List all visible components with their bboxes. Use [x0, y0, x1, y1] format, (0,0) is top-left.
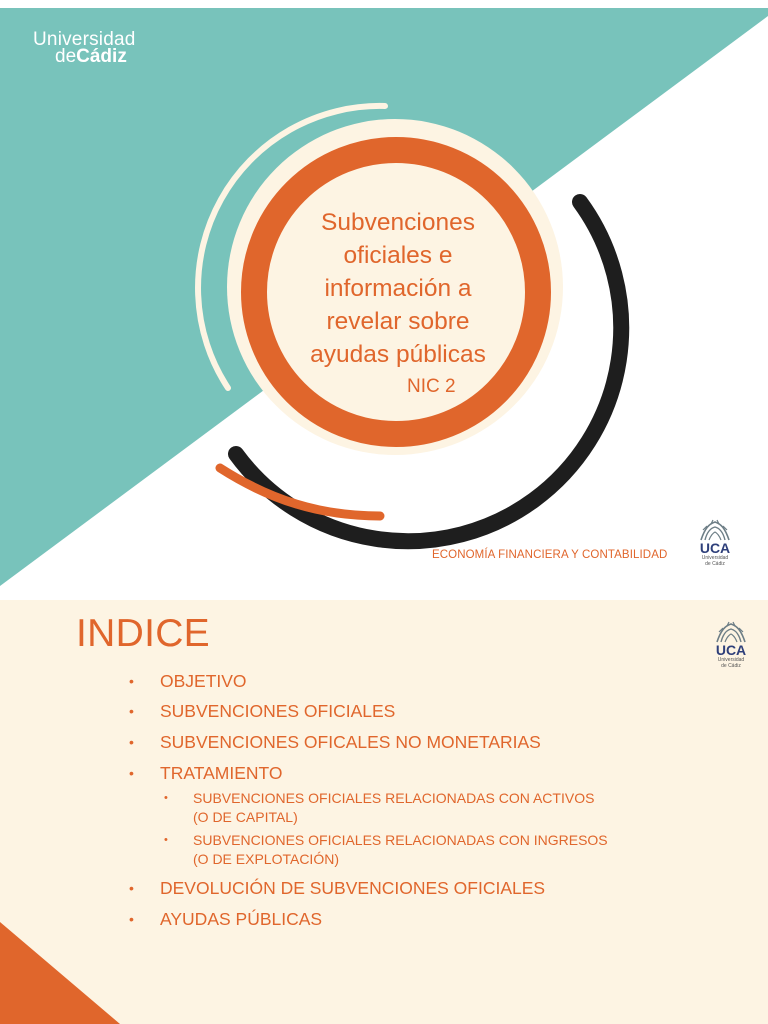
universidad-cadiz-logo — [33, 30, 136, 66]
list-item-text: AYUDAS PÚBLICAS — [160, 909, 323, 929]
uca-emblem-icon — [713, 620, 749, 644]
title-line: Subvenciones — [321, 209, 475, 236]
list-item-text: DEVOLUCIÓN DE SUBVENCIONES OFICIALES — [160, 878, 546, 898]
sub-list-item-text: (O DE EXPLOTACIÓN) — [193, 851, 339, 867]
title-line: ayudas públicas — [310, 341, 486, 368]
title-line: revelar sobre — [326, 308, 470, 335]
logo-line2-prefix: de — [55, 46, 77, 67]
uca-sub-line1: Universidad — [717, 657, 745, 663]
title-line: oficiales e — [343, 242, 453, 269]
list-item-text: SUBVENCIONES OFICIALES — [160, 701, 396, 721]
uca-sub-line2: de Cádiz — [705, 561, 725, 567]
uca-word: UCA — [699, 540, 731, 556]
uca-logo — [692, 518, 738, 567]
list-item-text: SUBVENCIONES OFICALES NO MONETARIAS — [160, 732, 541, 752]
sub-list-item-text: SUBVENCIONES OFICIALES RELACIONADAS CON INGRESOS — [193, 832, 608, 848]
bullet: • — [129, 880, 134, 896]
slide-subtitle: NIC 2 — [407, 376, 456, 397]
bullet: • — [129, 734, 134, 750]
bullet: • — [164, 834, 168, 846]
uca-sub-line1: Universidad — [701, 555, 729, 561]
uca-logo — [708, 620, 754, 669]
index-slide-graphics — [0, 600, 768, 1024]
index-slide — [0, 600, 768, 1024]
index-title: INDICE — [76, 612, 210, 655]
sub-list-item-text: (O DE CAPITAL) — [193, 809, 298, 825]
bullet: • — [129, 911, 134, 927]
department-label: ECONOMÍA FINANCIERA Y CONTABILIDAD — [432, 549, 668, 561]
bullet: • — [129, 765, 134, 781]
list-item-text: TRATAMIENTO — [160, 763, 283, 783]
list-item-text: OBJETIVO — [160, 671, 247, 691]
logo-line1: Universidad — [33, 29, 136, 50]
orange-corner-triangle — [0, 922, 120, 1024]
logo-line2-bold: Cádiz — [76, 46, 127, 67]
bullet: • — [129, 673, 134, 689]
uca-emblem-icon — [697, 518, 733, 542]
bullet: • — [129, 703, 134, 719]
title-slide — [0, 8, 768, 592]
slide-title — [268, 206, 528, 371]
sub-list-item-text: SUBVENCIONES OFICIALES RELACIONADAS CON ACTIVOS — [193, 790, 595, 806]
uca-sub-line2: de Cádiz — [721, 663, 741, 669]
logo-line2 — [55, 47, 136, 66]
bullet: • — [164, 792, 168, 804]
title-line: información a — [324, 275, 472, 302]
uca-word: UCA — [715, 642, 747, 658]
